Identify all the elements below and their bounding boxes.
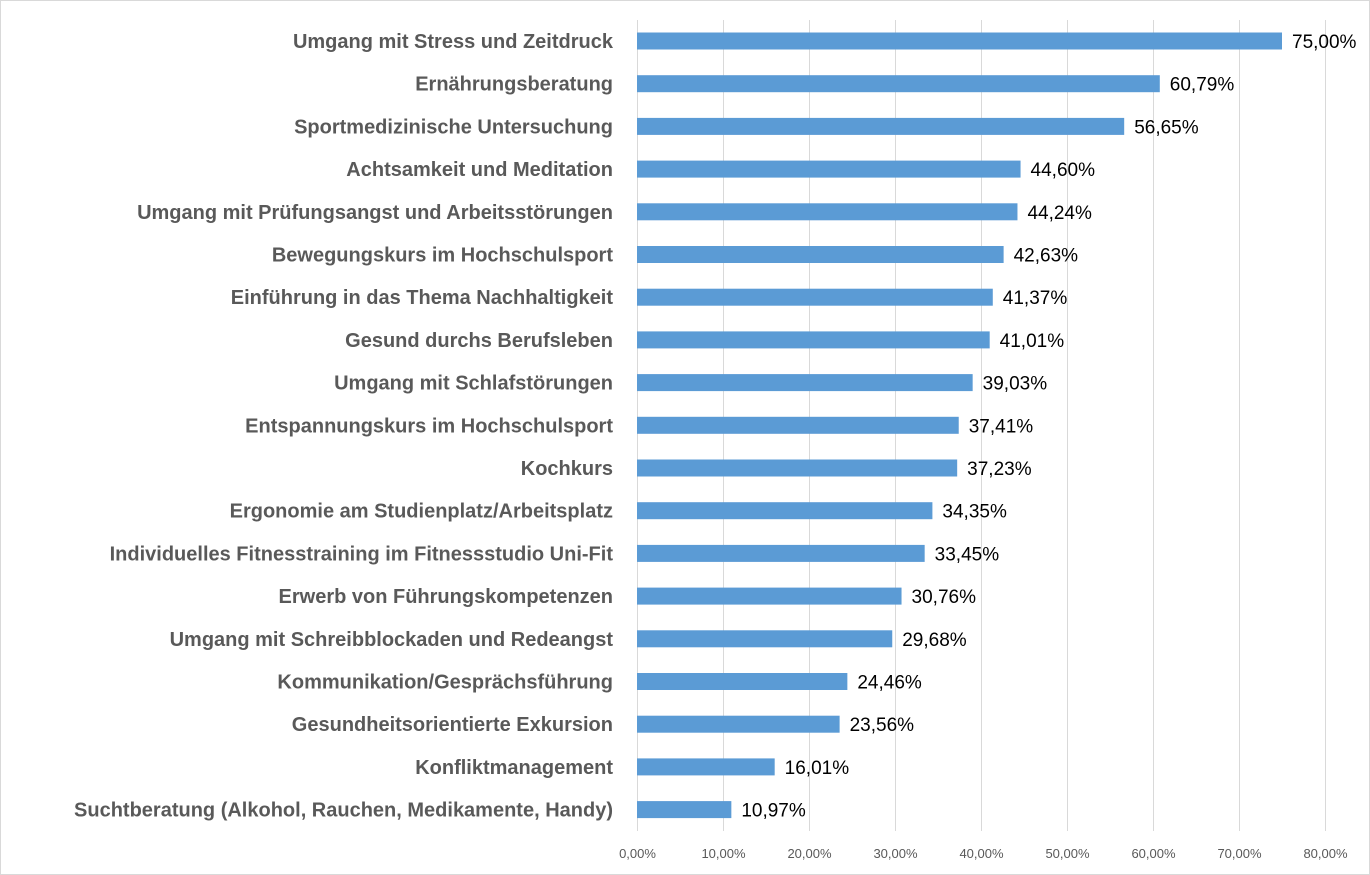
x-tick-label: 10,00%: [701, 846, 746, 861]
bar: [637, 502, 932, 519]
bar: [637, 630, 892, 647]
category-label: Umgang mit Schreibblockaden und Redeangst: [169, 628, 613, 651]
category-label: Ergonomie am Studienplatz/Arbeitsplatz: [229, 500, 613, 523]
data-label: 37,41%: [968, 416, 1034, 438]
data-label: 16,01%: [784, 757, 850, 779]
category-label: Suchtberatung (Alkohol, Rauchen, Medikamente, Handy): [74, 799, 613, 822]
category-label: Individuelles Fitnesstraining im Fitnessstudio Uni-Fit: [109, 543, 613, 566]
x-tick-label: 20,00%: [787, 846, 832, 861]
category-label: Bewegungskurs im Hochschulsport: [271, 244, 613, 267]
category-label: Gesund durchs Berufsleben: [345, 329, 613, 352]
category-label: Entspannungskurs im Hochschulsport: [245, 415, 613, 438]
category-labels: [74, 31, 614, 822]
data-label: 44,60%: [1030, 160, 1096, 182]
x-axis-tick-labels: [619, 846, 1348, 861]
bar: [637, 33, 1282, 50]
bar: [637, 673, 847, 690]
category-label: Umgang mit Prüfungsangst und Arbeitsstörungen: [137, 201, 613, 224]
x-tick-label: 80,00%: [1303, 846, 1348, 861]
data-label: 39,03%: [982, 373, 1048, 395]
category-label: Umgang mit Schlafstörungen: [334, 372, 613, 395]
x-tick-label: 0,00%: [619, 846, 656, 861]
data-label: 42,63%: [1013, 245, 1079, 267]
data-label: 33,45%: [934, 544, 1000, 566]
category-label: Kochkurs: [520, 458, 613, 480]
category-label: Gesundheitsorientierte Exkursion: [291, 714, 613, 737]
data-label: 41,37%: [1002, 288, 1068, 310]
bars: [637, 33, 1282, 819]
x-tick-label: 60,00%: [1131, 846, 1176, 861]
data-label: 44,24%: [1027, 202, 1092, 224]
category-label: Erwerb von Führungskompetenzen: [278, 586, 613, 609]
bar: [637, 374, 973, 391]
bar: [637, 545, 925, 562]
category-label: Konfliktmanagement: [415, 756, 613, 779]
data-label: 10,97%: [741, 800, 806, 822]
data-label: 30,76%: [911, 587, 976, 609]
x-tick-label: 70,00%: [1217, 846, 1262, 861]
category-label: Ernährungsberatung: [415, 73, 613, 96]
data-label: 37,23%: [967, 459, 1032, 480]
bar: [637, 118, 1124, 135]
data-label: 24,46%: [857, 672, 922, 694]
bar: [637, 460, 957, 477]
bar: [637, 289, 993, 306]
bar: [637, 716, 840, 733]
category-label: Umgang mit Stress und Zeitdruck: [292, 31, 613, 53]
bar: [637, 417, 959, 434]
data-label: 34,35%: [942, 501, 1007, 523]
category-label: Einführung in das Thema Nachhaltigkeit: [230, 287, 613, 310]
category-label: Kommunikation/Gesprächsführung: [277, 671, 613, 694]
bar: [637, 588, 902, 605]
data-label: 60,79%: [1169, 74, 1235, 96]
bar: [637, 75, 1160, 92]
bar: [637, 161, 1021, 178]
category-label: Achtsamkeit und Meditation: [346, 159, 613, 182]
bar: [637, 801, 731, 818]
x-tick-label: 50,00%: [1045, 846, 1090, 861]
bar: [637, 758, 775, 775]
data-label: 29,68%: [902, 629, 967, 651]
data-label: 56,65%: [1134, 117, 1199, 139]
x-tick-label: 30,00%: [873, 846, 918, 861]
data-label: 41,01%: [999, 330, 1065, 352]
x-tick-label: 40,00%: [959, 846, 1004, 861]
data-label: 23,56%: [849, 715, 915, 737]
bar: [637, 331, 990, 348]
category-label: Sportmedizinische Untersuchung: [294, 116, 613, 139]
bar: [637, 246, 1004, 263]
bar: [637, 203, 1017, 220]
data-label: 75,00%: [1292, 32, 1357, 53]
